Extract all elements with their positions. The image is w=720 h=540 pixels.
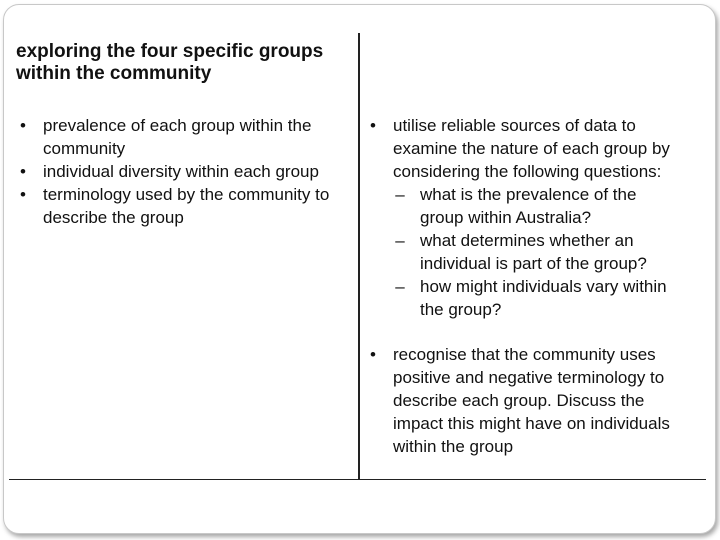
list-text-line: recognise that the community uses (393, 345, 656, 364)
bullet: • (370, 345, 376, 364)
list-text-line: individual diversity within each group (43, 162, 319, 181)
list-item (16, 183, 356, 229)
bullet: • (370, 116, 376, 135)
dash-marker: – (395, 277, 405, 296)
bullet: • (20, 185, 26, 204)
list-text-line: prevalence of each group within the (43, 116, 312, 135)
list-text-line: describe each group. Discuss the (393, 391, 645, 410)
list-item (366, 343, 706, 458)
column-heading (16, 41, 346, 85)
list-text-line: considering the following questions: (393, 162, 662, 181)
list-text-line: impact this might have on individuals (393, 414, 670, 433)
list-text-line: individual is part of the group? (420, 254, 647, 273)
heading-line: within the community (16, 63, 212, 84)
list-text-line: describe the group (43, 208, 184, 227)
bullet: • (20, 116, 26, 135)
list-text-line: positive and negative terminology to (393, 368, 665, 387)
dash-marker: – (395, 185, 405, 204)
right-bullet-list (366, 114, 706, 458)
list-text-line: within the group (393, 437, 514, 456)
question-sublist (393, 183, 706, 321)
bullet: • (20, 162, 26, 181)
heading-line: exploring the four specific groups (16, 41, 324, 62)
left-bullet-list (16, 114, 356, 229)
list-text-line: how might individuals vary within (420, 277, 667, 296)
sub-list-item (393, 229, 706, 275)
dash-marker: – (395, 231, 405, 250)
list-item (366, 114, 706, 321)
sub-list-item (393, 183, 706, 229)
list-text-line: terminology used by the community to (43, 185, 330, 204)
sub-list-item (393, 275, 706, 321)
list-text-line: what determines whether an (420, 231, 634, 250)
list-item (16, 114, 356, 160)
table-bottom-rule (9, 479, 706, 480)
column-divider (358, 33, 360, 479)
list-text-line: the group? (420, 300, 502, 319)
list-text-line: utilise reliable sources of data to (393, 116, 636, 135)
list-text-line: what is the prevalence of the (420, 185, 637, 204)
list-text-line: community (43, 139, 126, 158)
list-item (16, 160, 356, 183)
list-text-line: group within Australia? (420, 208, 592, 227)
list-text-line: examine the nature of each group by (393, 139, 670, 158)
